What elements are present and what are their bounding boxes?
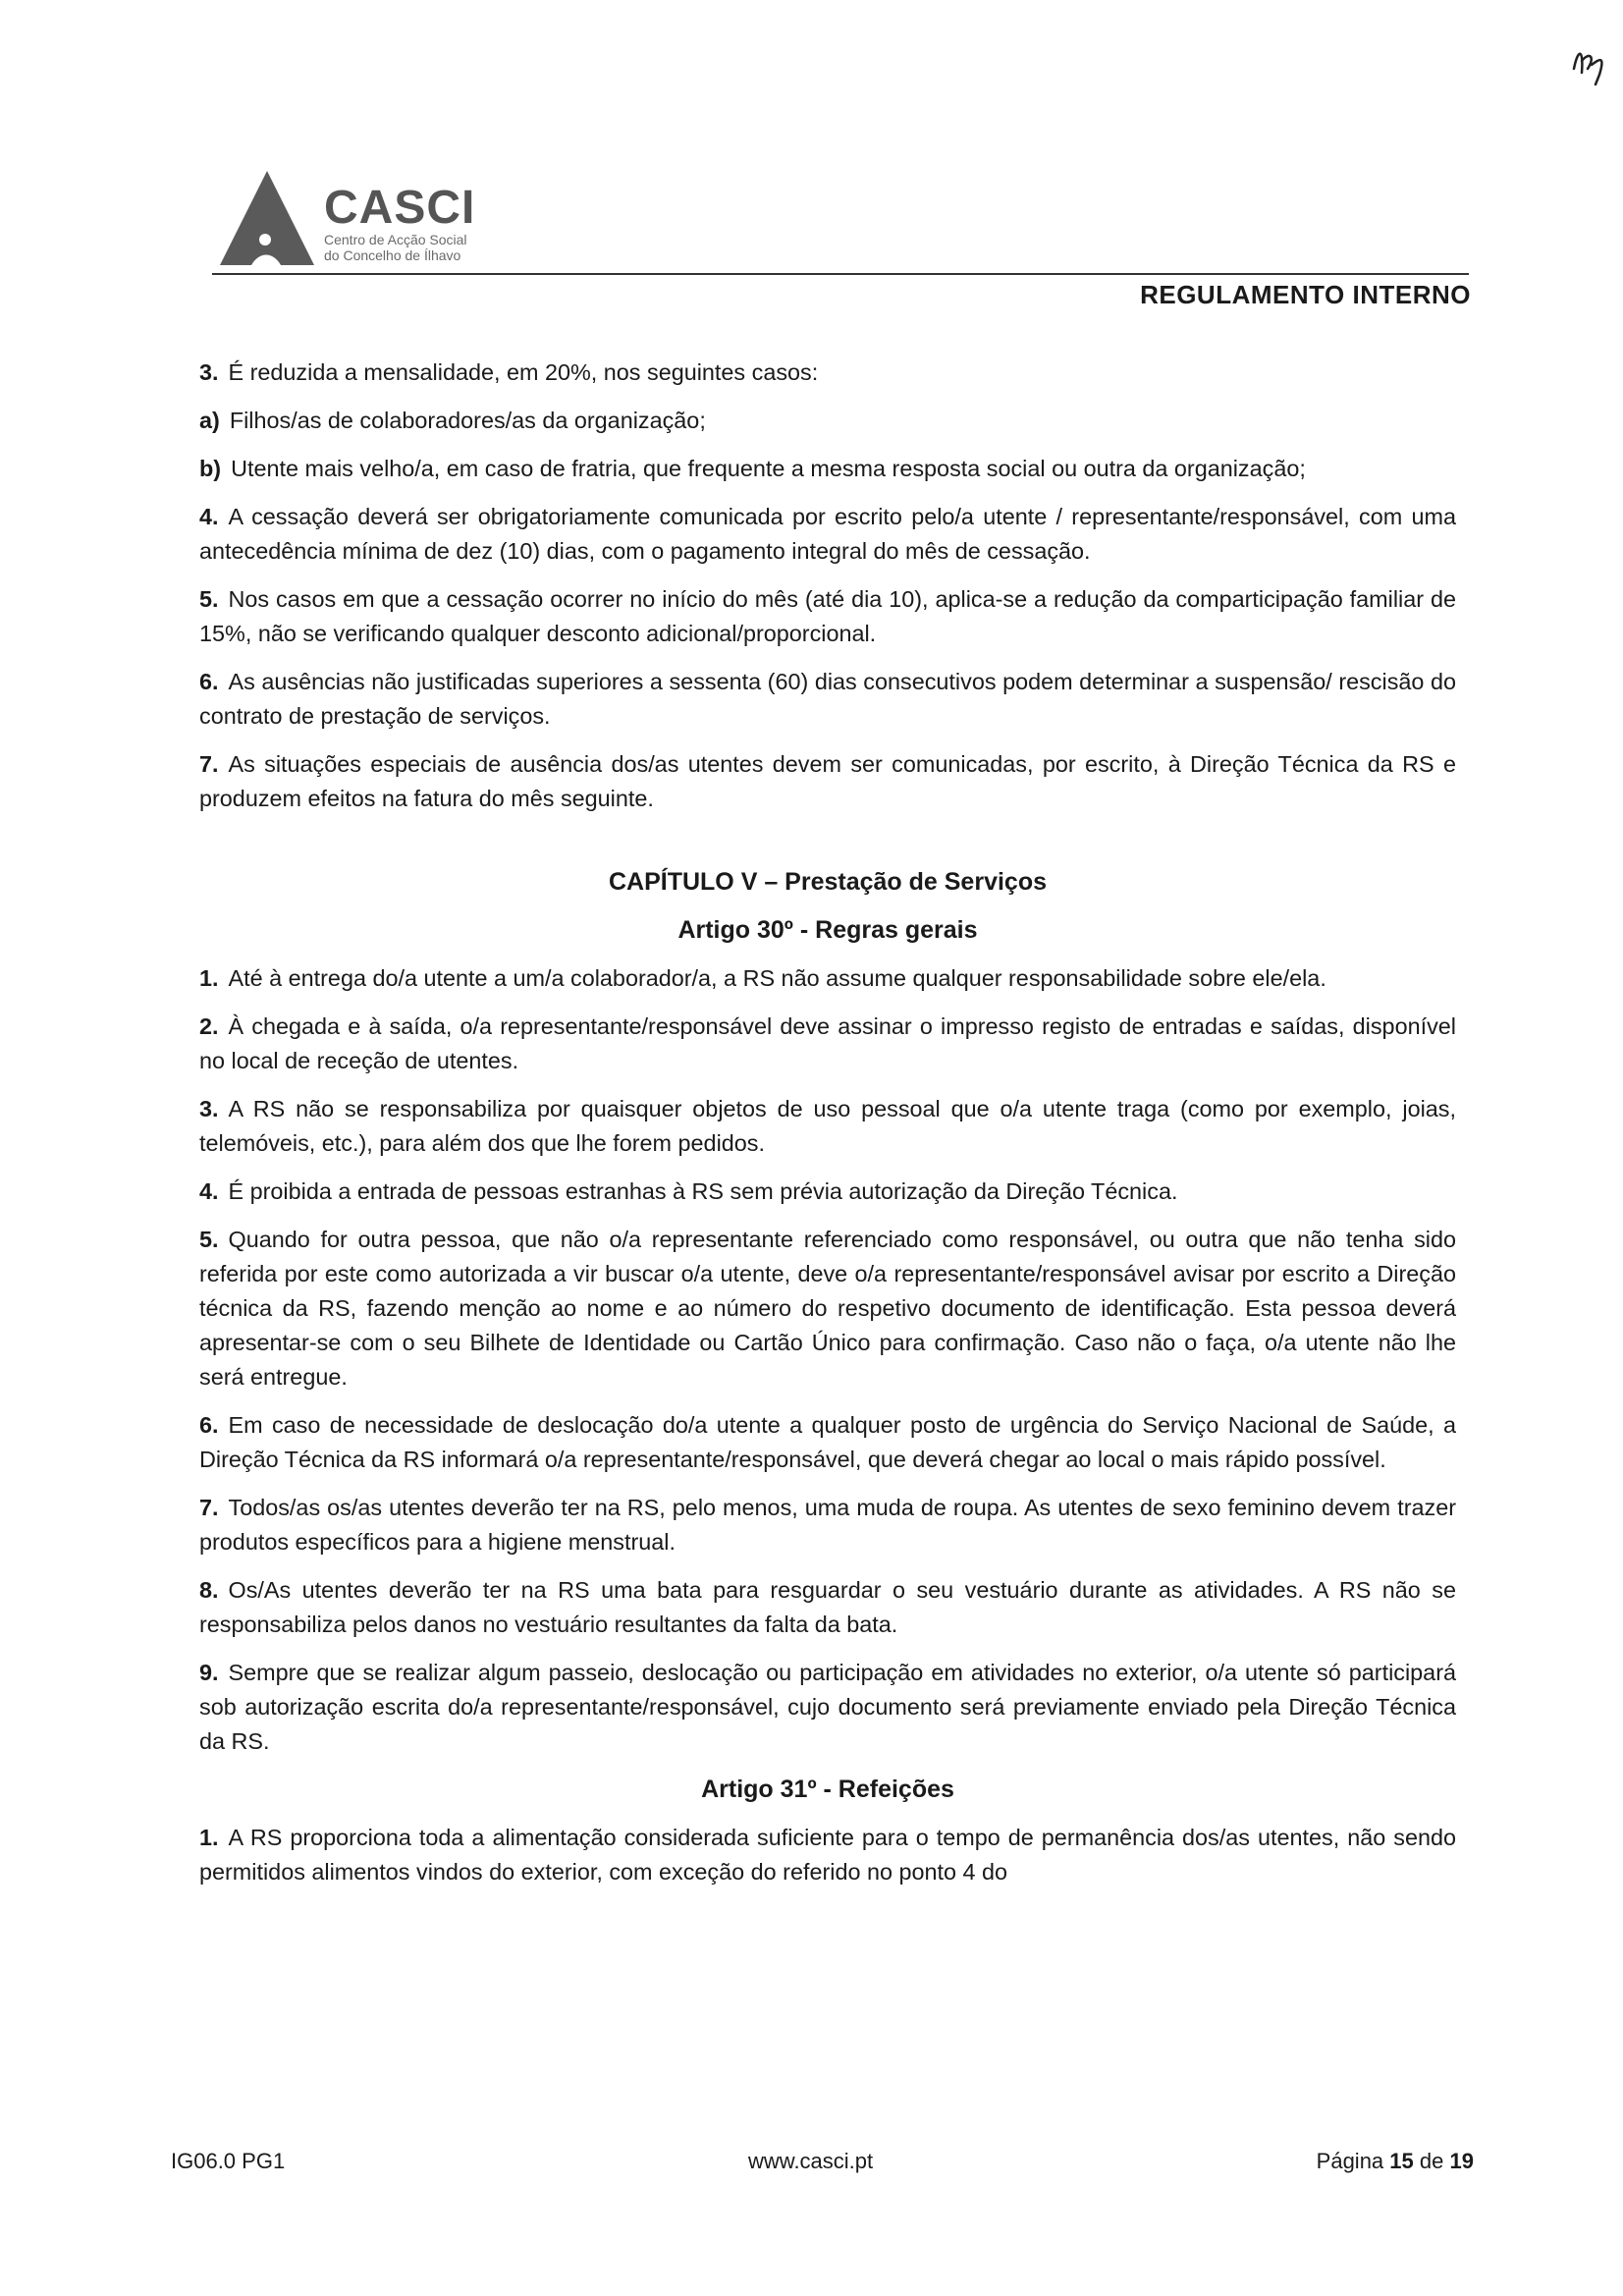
article-31-title: Artigo 31º - Refeições (701, 1776, 954, 1803)
paragraph (199, 452, 1456, 486)
item-text: A RS não se responsabiliza por quaisquer objetos de uso pessoal que o/a utente traga (como por exemplo, joias, telemóveis, etc.), para além dos que lhe forem pedidos. (199, 1096, 1456, 1156)
paragraph (199, 500, 1456, 569)
paragraph (199, 747, 1456, 816)
document-title: REGULAMENTO INTERNO (1140, 280, 1471, 309)
footer-website[interactable]: www.casci.pt (748, 2149, 874, 2173)
paragraph (199, 355, 1456, 390)
item-text: As situações especiais de ausência dos/as utentes devem ser comunicadas, por escrito, à Direção Técnica da RS e produzem efeitos na fatura do mês seguinte. (199, 751, 1456, 811)
paragraph (199, 582, 1456, 651)
paragraph (199, 1175, 1456, 1209)
paragraph (199, 665, 1456, 734)
item-number: a) (199, 408, 220, 433)
paragraph (199, 1223, 1456, 1394)
page-current: 15 (1389, 2149, 1414, 2173)
item-text: À chegada e à saída, o/a representante/responsável deve assinar o impresso registo de entradas e saídas, disponível no local de receção de utentes. (199, 1013, 1456, 1073)
item-text: A RS proporciona toda a alimentação considerada suficiente para o tempo de permanência dos/as utentes, não sendo permitidos alimentos vindos do exterior, com exceção do referido no ponto 4 do (199, 1825, 1456, 1885)
item-number: 5. (199, 1227, 219, 1252)
article-30-title: Artigo 30º - Regras gerais (677, 916, 978, 944)
paragraph (199, 1010, 1456, 1078)
item-number: 6. (199, 669, 219, 694)
item-text: Em caso de necessidade de deslocação do/a utente a qualquer posto de urgência do Serviço Nacional de Saúde, a Direção Técnica da RS informará o/a representante/responsável, que deverá chegar ao local o mais rápido possível. (199, 1412, 1456, 1472)
item-number: 7. (199, 751, 219, 777)
page-total: 19 (1449, 2149, 1474, 2173)
item-number: 4. (199, 504, 219, 529)
item-number: 7. (199, 1495, 219, 1520)
paragraph (199, 1573, 1456, 1642)
paragraph (199, 404, 1456, 438)
footer-page-number (1317, 2149, 1474, 2174)
item-text: As ausências não justificadas superiores a sessenta (60) dias consecutivos podem determinar a suspensão/ rescisão do contrato de prestação de serviços. (199, 669, 1456, 729)
item-number: 3. (199, 1096, 219, 1121)
logo-subtitle-2: do Concelho de Ílhavo (324, 247, 461, 263)
logo-text (324, 182, 476, 263)
item-number: 3. (199, 359, 219, 385)
logo-name: CASCI (324, 182, 476, 234)
paragraph (199, 1408, 1456, 1477)
paragraph (199, 961, 1456, 996)
item-number: 6. (199, 1412, 219, 1438)
item-text: Até à entrega do/a utente a um/a colaborador/a, a RS não assume qualquer responsabilidade sobre ele/ela. (228, 965, 1326, 991)
item-text: Utente mais velho/a, em caso de fratria, que frequente a mesma resposta social ou outra da organização; (231, 456, 1306, 481)
item-text: Quando for outra pessoa, que não o/a representante referenciado como responsável, ou outra que não tenha sido referida por este como autorizada a vir buscar o/a utente, deve o/a representante/responsável avisar por escrito a Direção técnica da RS, fazendo menção ao nome e ao número do respetivo documento de identificação. Esta pessoa deverá apresentar-se com o seu Bilhete de Identidade ou Cartão Único para confirmação. Caso não o faça, o/a utente não lhe será entregue. (199, 1227, 1456, 1390)
item-text: Os/As utentes deverão ter na RS uma bata para resguardar o seu vestuário durante as atividades. A RS não se responsabiliza pelos danos no vestuário resultantes da falta da bata. (199, 1577, 1456, 1637)
item-number: 4. (199, 1178, 219, 1204)
item-number: 5. (199, 586, 219, 612)
item-number: 1. (199, 1825, 219, 1850)
item-text: Filhos/as de colaboradores/as da organização; (229, 408, 706, 433)
item-text: É proibida a entrada de pessoas estranhas à RS sem prévia autorização da Direção Técnica. (228, 1178, 1178, 1204)
header-divider (212, 273, 1469, 275)
page-of: de (1419, 2149, 1444, 2173)
paragraph (199, 1656, 1456, 1759)
chapter-title: CAPÍTULO V – Prestação de Serviços (608, 868, 1047, 896)
item-number: b) (199, 456, 222, 481)
page-label: Página (1316, 2149, 1384, 2173)
item-text: A cessação deverá ser obrigatoriamente comunicada por escrito pelo/a utente / representante/responsável, com uma antecedência mínima de dez (10) dias, com o pagamento integral do mês de cessação. (199, 504, 1456, 564)
logo-subtitle-1: Centro de Acção Social (324, 232, 467, 247)
item-number: 8. (199, 1577, 219, 1603)
item-text: Nos casos em que a cessação ocorrer no início do mês (até dia 10), aplica-se a redução da comparticipação familiar de 15%, não se verificando qualquer desconto adicional/proporcional. (199, 586, 1456, 646)
paragraph (199, 1821, 1456, 1889)
item-text: Todos/as os/as utentes deverão ter na RS, pelo menos, uma muda de roupa. As utentes de sexo feminino devem trazer produtos específicos para a higiene menstrual. (199, 1495, 1456, 1555)
item-number: 9. (199, 1660, 219, 1685)
handwritten-initials (1566, 39, 1623, 88)
footer-doc-code: IG06.0 PG1 (171, 2149, 286, 2173)
item-text: É reduzida a mensalidade, em 20%, nos seguintes casos: (228, 359, 819, 385)
document-body (199, 355, 1456, 1903)
paragraph (199, 1092, 1456, 1161)
paragraph (199, 1491, 1456, 1559)
item-text: Sempre que se realizar algum passeio, deslocação ou participação em atividades no exterior, o/a utente só participará sob autorização escrita do/a representante/responsável, cujo documento será previamente enviado pela Direção Técnica da RS. (199, 1660, 1456, 1754)
item-number: 2. (199, 1013, 219, 1039)
item-number: 1. (199, 965, 219, 991)
